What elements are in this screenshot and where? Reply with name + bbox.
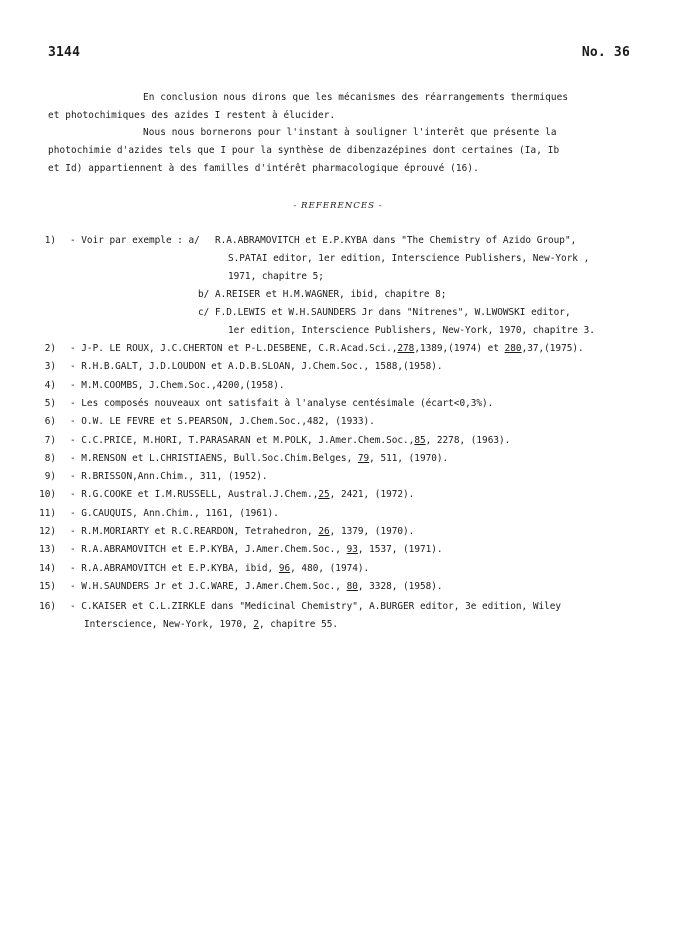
- reference-item: [0, 563, 676, 579]
- reference-item: [0, 544, 676, 560]
- reference-segment: - C.C.PRICE, M.HORI, T.PARASARAN et M.POLK, J.Amer.Chem.Soc.,: [70, 435, 415, 446]
- reference-segment: - R.M.MORIARTY et R.C.REARDON, Tetrahedron,: [70, 526, 319, 537]
- reference-segment: - M.RENSON et L.CHRISTIAENS, Bull.Soc.Chim.Belges,: [70, 453, 358, 464]
- volume-number: 278: [397, 343, 415, 354]
- reference-number: 9): [44, 471, 56, 482]
- reference-segment: - O.W. LE FEVRE et S.PEARSON, J.Chem.Soc.,482, (1933).: [70, 416, 375, 427]
- reference-number: 12): [39, 526, 56, 537]
- references-heading: - REFERENCES -: [293, 201, 383, 211]
- reference-1b-label: b/: [198, 289, 210, 300]
- reference-number: 1): [44, 235, 56, 246]
- reference-segment: , 3328, (1958).: [357, 581, 443, 592]
- paragraph-line-1: En conclusion nous dirons que les mécanismes des réarrangements thermiques: [143, 92, 569, 103]
- reference-segment: , 1379, (1970).: [329, 526, 415, 537]
- reference-number: 3): [44, 361, 56, 372]
- reference-number: 2): [44, 343, 56, 354]
- page-number: 3144: [48, 45, 81, 60]
- reference-item: [0, 581, 676, 597]
- paragraph-line-4: photochimie d'azides tels que I pour la synthèse de dibenzazépines dont certaines (Ia, Ib: [48, 145, 560, 156]
- volume-number: 26: [318, 526, 330, 537]
- reference-16-line-1: - C.KAISER et C.L.ZIRKLE dans "Medicinal Chemistry", A.BURGER editor, 3e edition, Wiley: [70, 601, 562, 612]
- paragraph-line-2: et photochimiques des azides I restent à élucider.: [48, 110, 336, 121]
- reference-text: [70, 489, 414, 500]
- reference-1a-line-2: S.PATAI editor, 1er edition, Interscience Publishers, New-York ,: [228, 253, 590, 264]
- reference-segment: - M.M.COOMBS, J.Chem.Soc.,4200,(1958).: [70, 380, 285, 391]
- reference-item: [0, 453, 676, 469]
- reference-number: 8): [44, 453, 56, 464]
- reference-1-intro: - Voir par exemple : a/: [70, 235, 200, 246]
- reference-1a-line-1: R.A.ABRAMOVITCH et E.P.KYBA dans "The Chemistry of Azido Group",: [215, 235, 577, 246]
- volume-number: 280: [504, 343, 522, 354]
- reference-segment: ,37,(1975).: [521, 343, 584, 354]
- reference-number: 14): [39, 563, 56, 574]
- reference-item: [0, 416, 676, 432]
- reference-number: 16): [39, 601, 56, 612]
- reference-item: [0, 398, 676, 414]
- reference-segment: - R.A.ABRAMOVITCH et E.P.KYBA, ibid,: [70, 563, 279, 574]
- reference-text: [70, 343, 584, 354]
- reference-segment: - G.CAUQUIS, Ann.Chim., 1161, (1961).: [70, 508, 279, 519]
- reference-number: 7): [44, 435, 56, 446]
- volume-number: 80: [346, 581, 358, 592]
- reference-1b-line-1: A.REISER et H.M.WAGNER, ibid, chapitre 8;: [215, 289, 447, 300]
- reference-segment: , 480, (1974).: [290, 563, 370, 574]
- reference-segment: - R.BRISSON,Ann.Chim., 311, (1952).: [70, 471, 268, 482]
- paragraph-line-5: et Id) appartiennent à des familles d'intérêt pharmacologique éprouvé (16).: [48, 163, 479, 174]
- reference-item: [0, 380, 676, 396]
- reference-text: [70, 581, 443, 592]
- reference-number: 5): [44, 398, 56, 409]
- reference-text: [70, 508, 279, 519]
- reference-item: [0, 471, 676, 487]
- reference-item: [0, 489, 676, 505]
- reference-segment: - R.A.ABRAMOVITCH et E.P.KYBA, J.Amer.Chem.Soc.,: [70, 544, 347, 555]
- reference-number: 6): [44, 416, 56, 427]
- reference-text: [70, 361, 443, 372]
- reference-item: [0, 343, 676, 359]
- reference-16-text-end: , chapitre 55.: [258, 619, 339, 630]
- reference-item: [0, 361, 676, 377]
- reference-number: 13): [39, 544, 56, 555]
- reference-segment: - R.H.B.GALT, J.D.LOUDON et A.D.B.SLOAN, J.Chem.Soc., 1588,(1958).: [70, 361, 443, 372]
- reference-item: [0, 526, 676, 542]
- reference-segment: - J-P. LE ROUX, J.C.CHERTON et P-L.DESBENE, C.R.Acad.Sci.,: [70, 343, 398, 354]
- reference-number: 11): [39, 508, 56, 519]
- reference-text: [70, 544, 443, 555]
- reference-text: [70, 453, 448, 464]
- reference-number: 4): [44, 380, 56, 391]
- reference-text: [70, 435, 510, 446]
- reference-text: [70, 380, 284, 391]
- volume-number: 2: [253, 619, 259, 630]
- reference-segment: - R.G.COOKE et I.M.RUSSELL, Austral.J.Chem.,: [70, 489, 319, 500]
- reference-16-text: Interscience, New-York, 1970,: [84, 619, 254, 630]
- reference-item: [0, 508, 676, 524]
- volume-number: 25: [318, 489, 330, 500]
- reference-segment: , 1537, (1971).: [357, 544, 443, 555]
- reference-item: [0, 435, 676, 451]
- reference-segment: , 2421, (1972).: [329, 489, 415, 500]
- reference-segment: , 2278, (1963).: [425, 435, 511, 446]
- reference-segment: - W.H.SAUNDERS Jr et J.C.WARE, J.Amer.Chem.Soc.,: [70, 581, 347, 592]
- reference-1c-line-1: F.D.LEWIS et W.H.SAUNDERS Jr dans "Nitrenes", W.LWOWSKI editor,: [215, 307, 571, 318]
- reference-number: 10): [39, 489, 56, 500]
- reference-segment: ,1389,(1974) et: [414, 343, 505, 354]
- volume-number: 93: [346, 544, 358, 555]
- reference-text: [70, 416, 375, 427]
- volume-number: 79: [357, 453, 370, 464]
- reference-text: [70, 526, 414, 537]
- reference-segment: - Les composés nouveaux ont satisfait à l'analyse centésimale (écart<0,3%).: [70, 398, 494, 409]
- paragraph-line-3: Nous nous bornerons pour l'instant à souligner l'interêt que présente la: [143, 127, 557, 138]
- reference-16-line-2: [84, 619, 338, 630]
- issue-number: No. 36: [581, 45, 630, 60]
- reference-text: [70, 563, 369, 574]
- volume-number: 96: [278, 563, 291, 574]
- reference-number: 15): [39, 581, 56, 592]
- reference-1c-line-2: 1er edition, Interscience Publishers, New-York, 1970, chapitre 3.: [228, 325, 595, 336]
- reference-text: [70, 398, 493, 409]
- reference-text: [70, 471, 268, 482]
- reference-1a-line-3: 1971, chapitre 5;: [228, 271, 324, 282]
- reference-segment: , 511, (1970).: [369, 453, 449, 464]
- volume-number: 85: [414, 435, 426, 446]
- reference-1c-label: c/: [198, 307, 210, 318]
